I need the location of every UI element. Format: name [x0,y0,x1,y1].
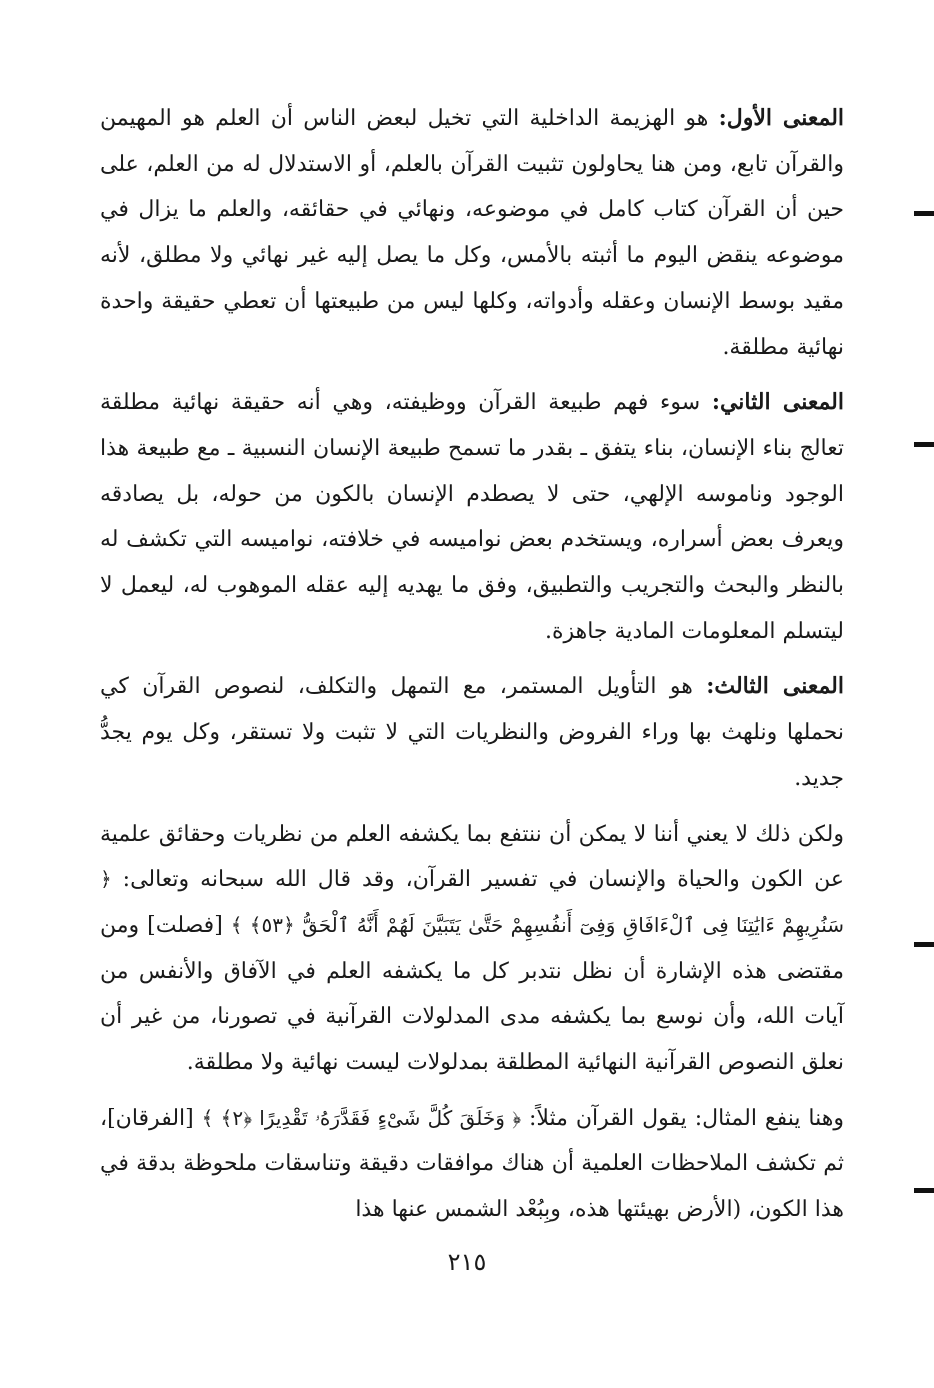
margin-mark [914,1188,934,1193]
paragraph-third-meaning [100,664,844,801]
paragraph-text: هو التأويل المستمر، مع التمهل والتكلف، لنصوص القرآن كي نحملها ونلهث بها وراء الفروض والنظريات التي لا تثبت ولا تستقر، وكل يوم يجدُّ جديد. [100,674,844,791]
paragraph-text: [الفرقان]، ثم تكشف الملاحظات العلمية أن هناك موافقات دقيقة وتناسقات ملحوظة بدقة في هذا الكون، (الأرض بهيئتها هذه، وبِبُعْد الشمس عنها هذا [100,1105,844,1223]
margin-mark [914,211,934,216]
paragraph-heading: المعنى الثاني: [711,389,844,416]
paragraph-first-meaning [100,96,844,370]
paragraph-example [100,1096,844,1233]
paragraph-second-meaning [100,380,844,654]
quran-verse: ﴿ وَخَلَقَ كُلَّ شَىْءٍ فَقَدَّرَهُۥ تَقْدِيرًا ﴿٢﴾ ﴾ [201,1105,522,1130]
margin-mark [914,942,934,947]
paragraph-heading: المعنى الثالث: [706,673,845,700]
quran-verse: ﴿ سَنُرِيهِمْ ءَايَٰتِنَا فِى ٱلْءَافَاقِ وَفِىٓ أَنفُسِهِمْ حَتَّىٰ يَتَبَيَّنَ لَهُمْ أَنَّهُ ٱلْحَقُّ ﴿٥٣﴾ ﴾ [100,867,844,937]
page-body [100,96,844,1237]
paragraph-text: سوء فهم طبيعة القرآن ووظيفته، وهي أنه حقيقة نهائية مطلقة تعالج بناء الإنسان، بناء يتفق ـ بقدر ما تسمح طبيعة الإنسان النسبية ـ مع طبيعة هذا الوجود وناموسه الإلهي، حتى لا يصطدم الإنسان بالكون من حوله، بل يصادقه ويعرف بعض أسراره، ويستخدم بعض نواميسه في خلافته، نواميسه التي تكشف له بالنظر والبحث والتجريب والتطبيق، وفق ما يهديه إليه عقله الموهوب له، ليعمل لا ليتسلم المعلومات المادية جاهزة. [100,390,844,644]
paragraph-heading: المعنى الأول: [718,105,845,131]
paragraph-text: هو الهزيمة الداخلية التي تخيل لبعض الناس أن العلم هو المهيمن والقرآن تابع، ومن هنا يحاولون تثبيت القرآن بالعلم، أو الاستدلال له من العلم، على حين أن القرآن كتاب كامل في موضوعه، ونهائي في حقائقه، والعلم ما يزال في موضوعه ينقض اليوم ما أثبته بالأمس، وكل ما يصل إليه غير نهائي ولا مطلق، لأنه مقيد بوسط الإنسان وعقله وأدواته، وكلها ليس من طبيعتها أن تعطي حقيقة واحدة نهائية مطلقة. [100,106,844,360]
paragraph-text: [فصلت] ومن مقتضى هذه الإشارة أن نظل نتدبر كل ما يكشفه العلم في الآفاق والأنفس من آيات الله، وأن نوسع بما يكشفه مدى المدلولات القرآنية في تصورنا، من غير أن نعلق النصوص القرآنية النهائية المطلقة بمدلولات ليست نهائية ولا مطلقة. [100,912,844,1076]
paragraph-text: ولكن ذلك لا يعني أننا لا يمكن أن ننتفع بما يكشفه العلم من نظريات وحقائق علمية عن الكون والحياة والإنسان في تفسير القرآن، وقد قال الله سبحانه وتعالى: [100,821,844,893]
page-number: ٢١٥ [447,1248,487,1276]
paragraph-text: وهنا ينفع المثال: يقول القرآن مثلاً: [521,1105,844,1131]
paragraph-science-interpretation [100,812,844,1086]
margin-mark [914,442,934,447]
